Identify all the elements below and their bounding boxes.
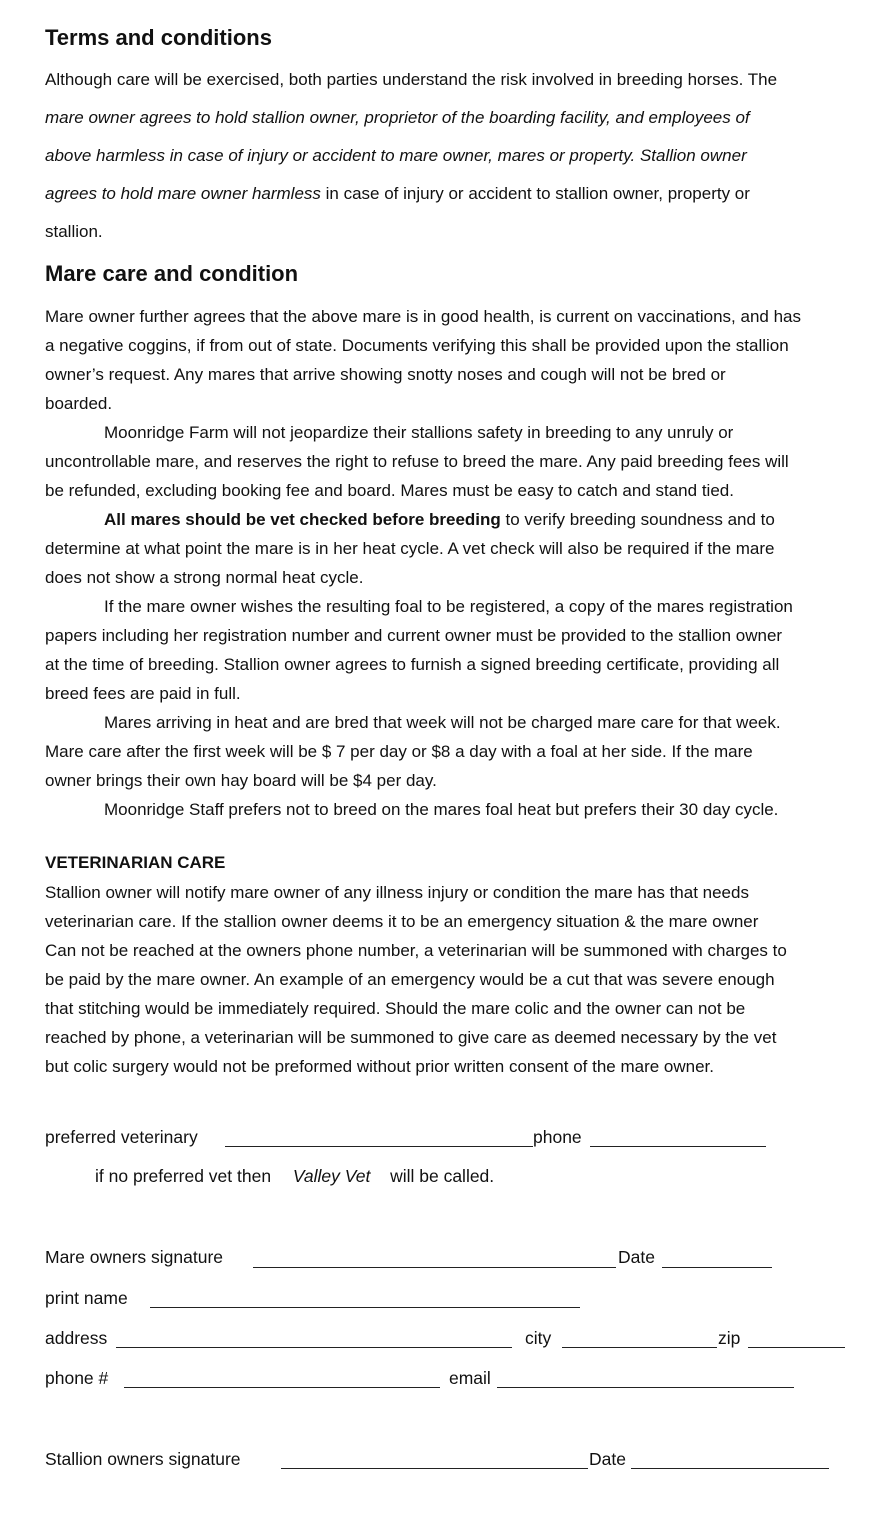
fallback-suffix: will be called. xyxy=(390,1166,495,1186)
mare-date-field[interactable] xyxy=(662,1267,772,1268)
preferred-vet-field[interactable] xyxy=(225,1146,533,1147)
vet-care-heading: VETERINARIAN CARE xyxy=(45,853,226,872)
address-field[interactable] xyxy=(116,1347,512,1348)
text-segment: mare owner agrees to hold stallion owner, proprietor of the boarding facility, and employees of xyxy=(45,108,750,127)
terms-line xyxy=(45,222,103,242)
mare-care-line xyxy=(45,365,726,385)
mare-care-line xyxy=(45,742,753,762)
vet-care-line: but colic surgery would not be preformed without prior written consent of the mare owner. xyxy=(45,1057,715,1076)
vet-care-line: Stallion owner will notify mare owner of any illness injury or condition the mare has that needs xyxy=(45,883,749,902)
preferred-vet-label: preferred veterinary xyxy=(45,1127,198,1147)
text-segment: above harmless in case of injury or accident to mare owner, mares or property. Stallion owner xyxy=(45,146,747,165)
fallback-prefix: if no preferred vet then xyxy=(95,1166,272,1186)
vet-phone-label: phone xyxy=(533,1127,582,1147)
text-segment: at the time of breeding. Stallion owner agrees to furnish a signed breeding certificate, providing all xyxy=(45,655,780,674)
text-segment: be refunded, excluding booking fee and board. Mares must be easy to catch and stand tied. xyxy=(45,481,734,500)
text-segment: owner’s request. Any mares that arrive showing snotty noses and cough will not be bred or xyxy=(45,365,726,384)
print-name-label: print name xyxy=(45,1288,128,1308)
mare-care-line xyxy=(45,684,241,704)
terms-line xyxy=(45,184,750,204)
stallion-date-field[interactable] xyxy=(631,1468,829,1469)
text-segment: Mare owner further agrees that the above mare is in good health, is current on vaccinations, and has xyxy=(45,307,801,326)
text-segment: Mare care after the first week will be $ 7 per day or $8 a day with a foal at her side. If the mare xyxy=(45,742,753,761)
city-field[interactable] xyxy=(562,1347,717,1348)
mare-care-line xyxy=(45,626,782,646)
fallback-vet-name: Valley Vet xyxy=(292,1166,371,1186)
text-segment: uncontrollable mare, and reserves the right to refuse to breed the mare. Any paid breeding fees will xyxy=(45,452,789,471)
mare-care-line xyxy=(45,307,801,327)
terms-line xyxy=(45,108,750,128)
text-segment: stallion. xyxy=(45,222,103,241)
email-field[interactable] xyxy=(497,1387,794,1388)
vet-care-line: veterinarian care. If the stallion owner deems it to be an emergency situation & the mare owner xyxy=(45,912,759,931)
mare-care-line xyxy=(104,800,778,820)
text-segment: in case of injury or accident to stallion owner, property or xyxy=(320,184,750,203)
phone-label: phone # xyxy=(45,1368,109,1388)
vet-care-line: reached by phone, a veterinarian will be summoned to give care as deemed necessary by the vet xyxy=(45,1028,777,1047)
print-name-field[interactable] xyxy=(150,1307,580,1308)
text-segment: does not show a strong normal heat cycle. xyxy=(45,568,364,587)
text-segment: Mares arriving in heat and are bred that week will not be charged mare care for that week. xyxy=(104,713,781,732)
text-segment: breed fees are paid in full. xyxy=(45,684,241,703)
zip-field[interactable] xyxy=(748,1347,845,1348)
stallion-signature-field[interactable] xyxy=(281,1468,588,1469)
mare-care-heading: Mare care and condition xyxy=(45,261,299,286)
mare-care-line xyxy=(104,423,733,443)
vet-phone-field[interactable] xyxy=(590,1146,766,1147)
terms-line xyxy=(45,146,747,166)
stallion-date-label: Date xyxy=(589,1449,626,1469)
mare-date-label: Date xyxy=(618,1247,655,1267)
email-label: email xyxy=(449,1368,491,1388)
city-label: city xyxy=(525,1328,552,1348)
text-segment: a negative coggins, if from out of state. Documents verifying this shall be provided upon the stallion xyxy=(45,336,789,355)
text-segment: determine at what point the mare is in her heat cycle. A vet check will also be required if the mare xyxy=(45,539,775,558)
terms-line xyxy=(45,70,777,90)
mare-care-line xyxy=(45,452,789,472)
zip-label: zip xyxy=(718,1328,741,1348)
fallback-vet-note xyxy=(95,1166,494,1187)
mare-care-line xyxy=(45,771,437,791)
mare-care-line xyxy=(104,510,775,530)
mare-care-line xyxy=(104,713,781,733)
vet-care-line: Can not be reached at the owners phone number, a veterinarian will be summoned with charges to xyxy=(45,941,787,960)
mare-care-line xyxy=(45,568,363,588)
mare-care-line xyxy=(104,597,793,617)
text-segment: owner brings their own hay board will be $4 per day. xyxy=(45,771,437,790)
mare-care-line xyxy=(45,655,779,675)
text-segment: boarded. xyxy=(45,394,113,413)
stallion-signature-label: Stallion owners signature xyxy=(45,1449,241,1469)
mare-care-line xyxy=(45,394,112,414)
vet-care-line: be paid by the mare owner. An example of an emergency would be a cut that was severe enough xyxy=(45,970,775,989)
text-segment: papers including her registration number and current owner must be provided to the stallion owner xyxy=(45,626,783,645)
phone-field[interactable] xyxy=(124,1387,440,1388)
text-segment: Although care will be exercised, both parties understand the risk involved in breeding horses. The xyxy=(45,70,778,89)
mare-signature-field[interactable] xyxy=(253,1267,616,1268)
vet-care-line: that stitching would be immediately required. Should the mare colic and the owner can not be xyxy=(45,999,746,1018)
text-segment: If the mare owner wishes the resulting foal to be registered, a copy of the mares registration xyxy=(104,597,793,616)
emphasis-text: All mares should be vet checked before breeding xyxy=(104,510,501,529)
text-segment: Moonridge Farm will not jeopardize their stallions safety in breeding to any unruly or xyxy=(104,423,734,442)
mare-care-line xyxy=(45,336,789,356)
terms-heading: Terms and conditions xyxy=(45,25,272,50)
mare-care-line xyxy=(45,539,774,559)
mare-signature-label: Mare owners signature xyxy=(45,1247,223,1267)
text-segment: agrees to hold mare owner harmless xyxy=(45,184,321,203)
address-label: address xyxy=(45,1328,108,1348)
text-segment: to verify breeding soundness and to xyxy=(500,510,775,529)
text-segment: Moonridge Staff prefers not to breed on the mares foal heat but prefers their 30 day cycle. xyxy=(104,800,779,819)
mare-care-line xyxy=(45,481,734,501)
